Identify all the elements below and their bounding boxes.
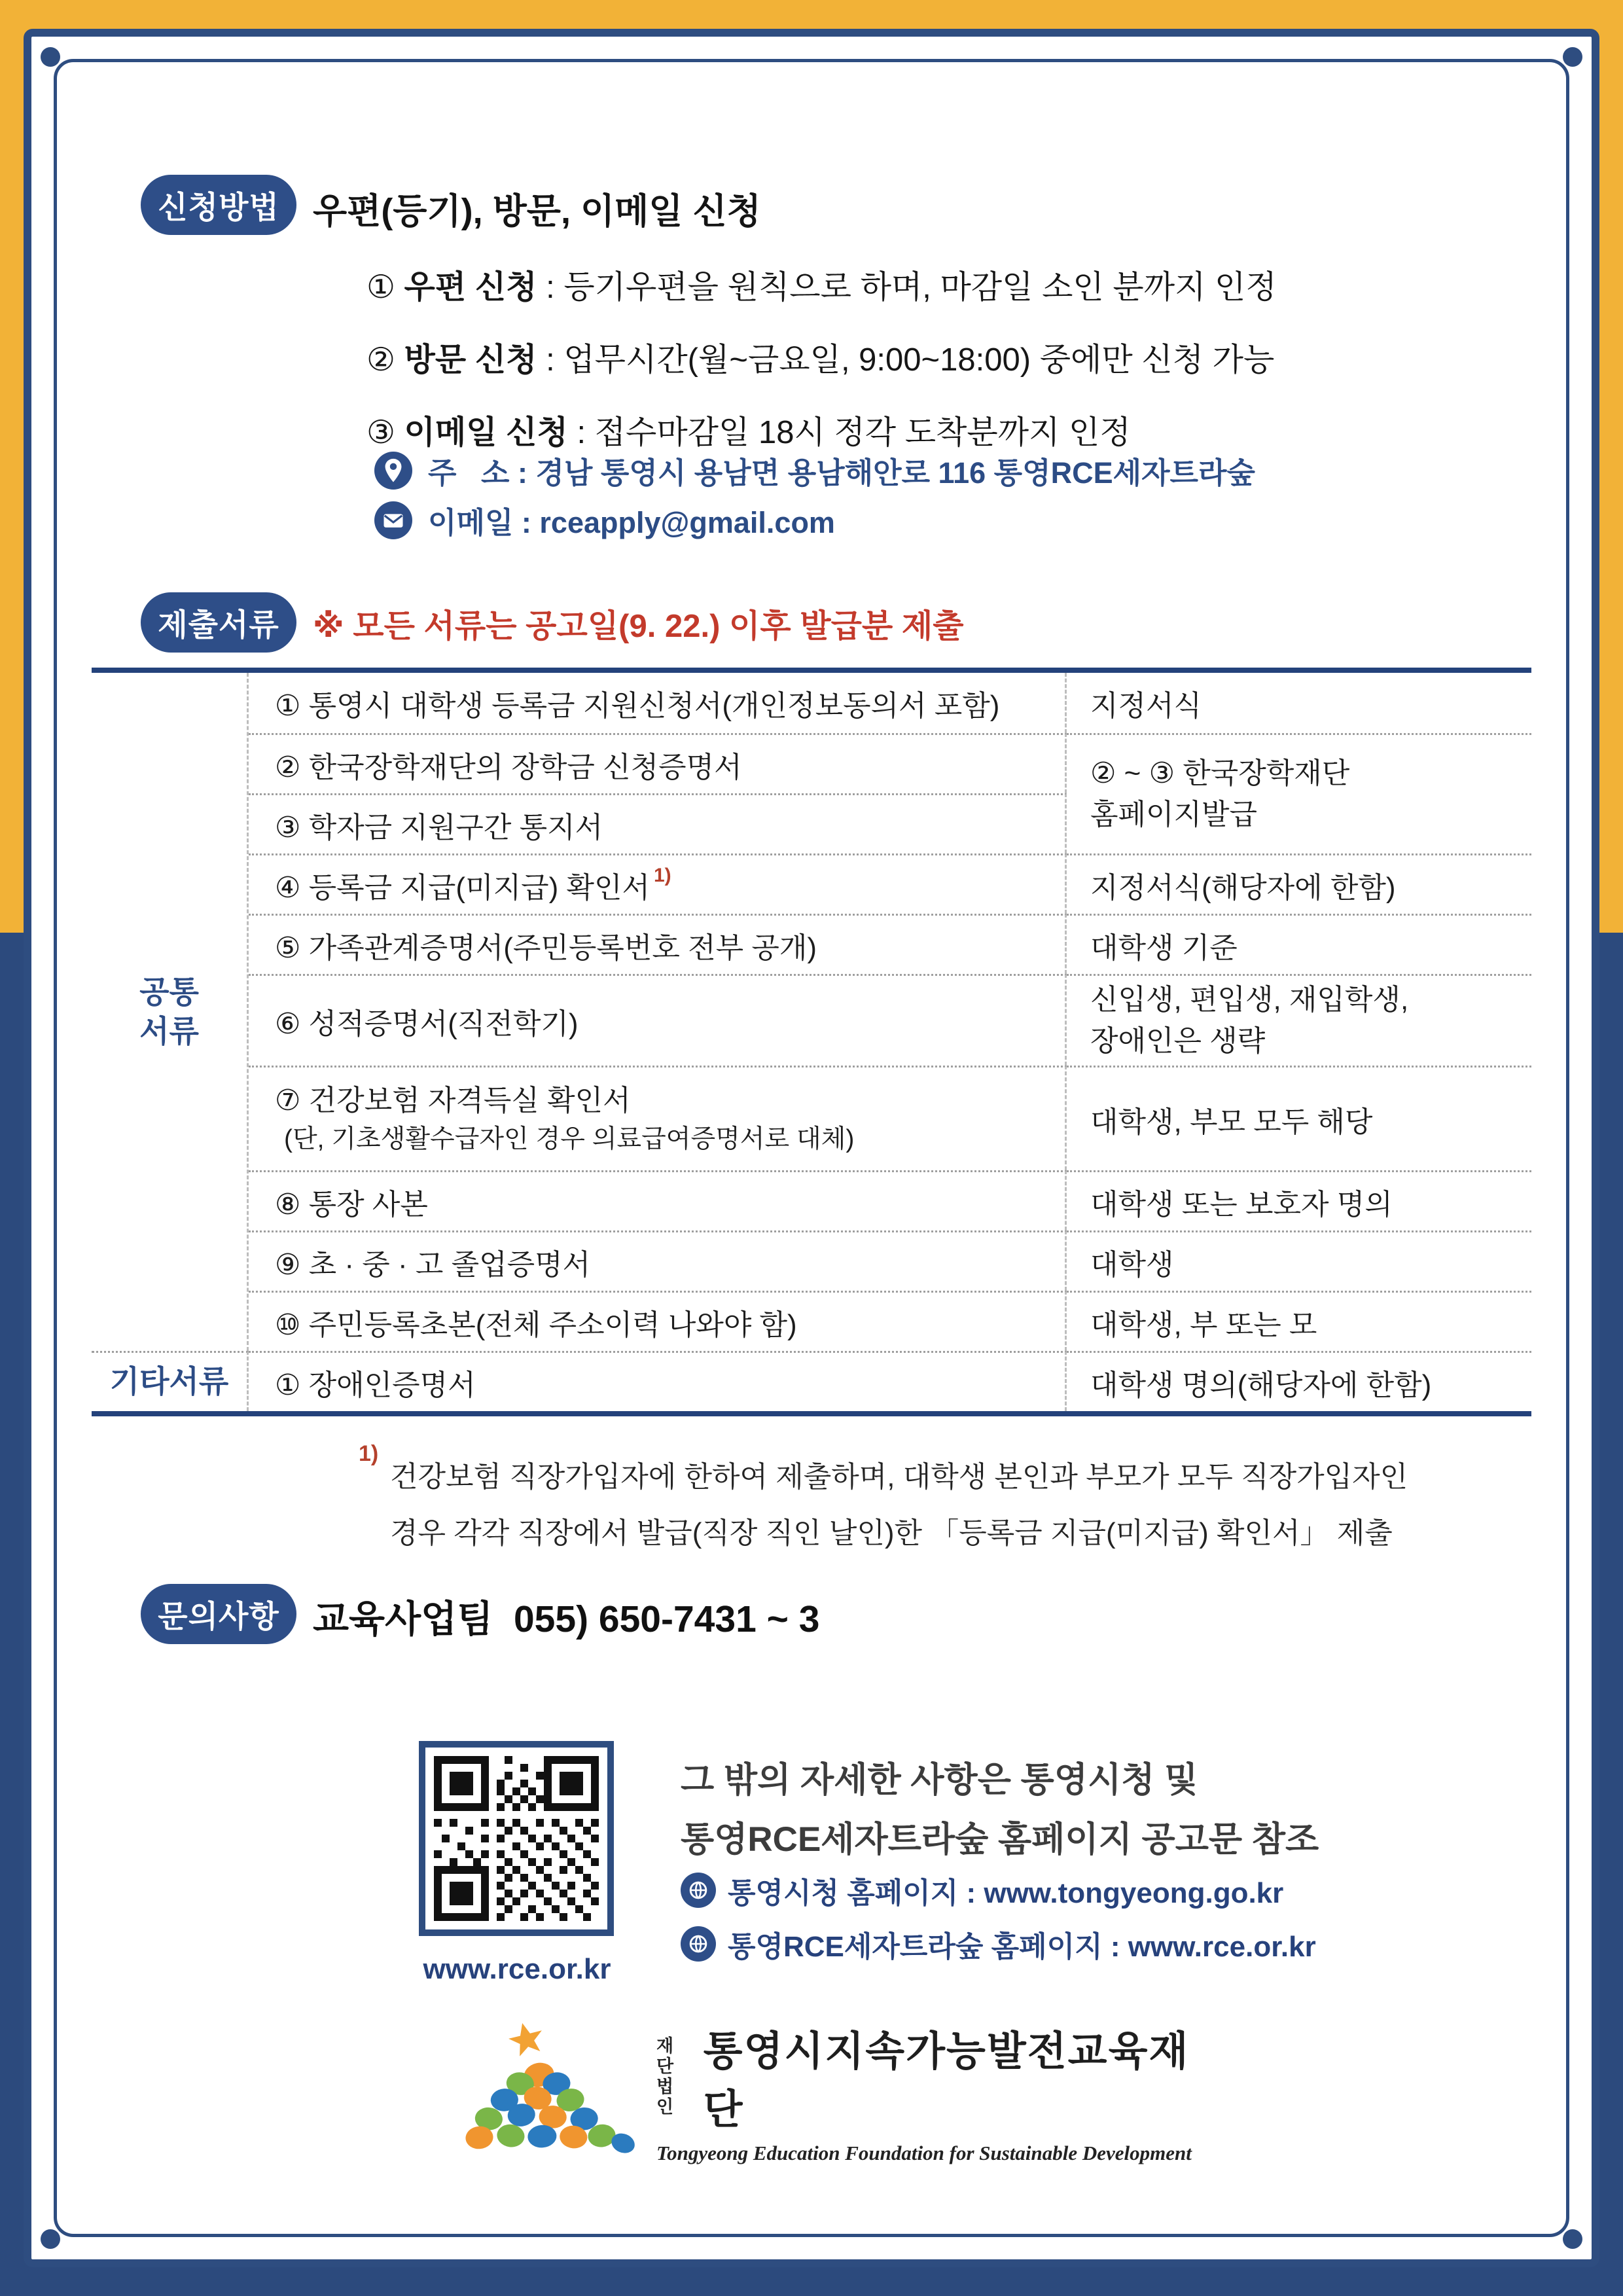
address-row [374,449,1255,492]
doc-text: ① 통영시 대학생 등록금 지원신청서(개인정보동의서 포함) [275,690,1000,722]
qr-code [419,1741,614,1936]
website-icon [681,1873,716,1908]
note-text: 대학생 [1090,1248,1174,1281]
pebble-mound [465,2060,638,2157]
qr-caption-url: www.rce.or.kr [423,1953,611,1985]
corner-dot-top-right [1563,47,1582,67]
note-text: 신입생, 편입생, 재입학생, [1090,984,1409,1016]
doc-text: ③ 학자금 지원구간 통지서 [275,811,603,844]
note-text: ② ~ ③ 한국장학재단 [1090,757,1350,790]
table-row-note [1067,1066,1531,1170]
table-row-doc [249,1170,1067,1230]
doc-text: ④ 등록금 지급(미지급) 확인서 [275,871,650,904]
note-text: 대학생 명의(해당자에 한함) [1090,1369,1432,1401]
note-text: 장애인은 생략 [1090,1024,1266,1057]
table-row-doc [249,1066,1067,1170]
item-label: 이메일 신청 [404,415,568,450]
item-label: 우편 신청 [404,270,537,305]
table-row-note [1067,1230,1531,1291]
doc-text: ② 한국장학재단의 장학금 신청증명서 [275,751,742,783]
table-row-note [1067,974,1531,1066]
doc-text: ⑥ 성적증명서(직전학기) [275,1007,579,1040]
corner-dot-top-left [41,47,60,67]
qr-pattern [434,1756,599,1921]
more-info-line2: 통영RCE세자트라숲 홈페이지 공고문 참조 [681,1820,1319,1859]
foundation-logo-mark [445,2013,639,2170]
note-text: 대학생, 부 또는 모 [1090,1308,1317,1341]
table-row-doc [249,914,1067,974]
table-row-doc [249,1230,1067,1291]
note-text: 대학생 기준 [1090,931,1238,964]
note-text: 대학생, 부모 모두 해당 [1090,1105,1373,1138]
foundation-name-en: Tongyeong Education Foundation for Sustainable Development [656,2142,1192,2164]
item-number: ③ [366,415,404,450]
corner-dot-bottom-right [1563,2229,1582,2249]
email-row [374,499,835,541]
location-pin-icon [374,452,412,490]
footnote-ref: 1) [653,865,671,886]
documents-notice: ※ 모든 서류는 공고일(9. 22.) 이후 발급분 제출 [313,609,964,644]
website-icon [681,1926,716,1962]
doc-text: ⑤ 가족관계증명서(주민등록번호 전부 공개) [275,931,817,964]
more-info-text [681,1750,1319,1869]
note-text: 지정서식(해당자에 한함) [1090,871,1396,904]
more-info-line1: 그 밖의 자세한 사항은 통영시청 및 [681,1761,1198,1799]
footnote-line1: 건강보험 직장가입자에 한하여 제출하며, 대학생 본인과 부모가 모두 직장가입자인 [390,1461,1408,1493]
homepage-link-text: 통영RCE세자트라숲 홈페이지 : www.rce.or.kr [728,1931,1316,1963]
table-row-doc [249,1351,1067,1411]
item-number: ② [366,342,404,378]
footnote [390,1449,1408,1562]
table-row-doc [249,673,1067,733]
table-group-common [92,673,249,1351]
prefix-line1: 재단 [656,2036,675,2076]
prefix-line2: 법인 [656,2077,675,2117]
footnote-marker: 1) [359,1441,379,1466]
group-common-line1: 공통 [139,974,199,1009]
doc-text: ⑩ 주민등록초본(전체 주소이력 나와야 함) [275,1308,797,1341]
doc-text: ⑨ 초 · 중 · 고 졸업증명서 [275,1248,591,1281]
note-text: 지정서식 [1090,690,1202,722]
apply-item-visit [366,334,1274,380]
item-number: ① [366,270,404,305]
table-row-note [1067,914,1531,974]
documents-table [92,668,1531,1416]
table-row-note [1067,1291,1531,1351]
apply-item-email [366,407,1131,453]
footnote-line2: 경우 각각 직장에서 발급(직장 직인 날인)한 「등록금 지급(미지급) 확인서」 제출 [390,1516,1393,1549]
foundation-name-block [656,2018,1225,2165]
item-label: 방문 신청 [404,342,537,378]
apply-method-badge: 신청방법 [141,175,296,235]
table-row-note [1067,853,1531,914]
poster-card [24,29,1599,2267]
corner-dot-bottom-left [41,2229,60,2249]
group-common-line2: 서류 [139,1014,199,1049]
table-row-note [1067,673,1531,733]
apply-item-mail [366,262,1277,308]
email-text: 이메일 : rceapply@gmail.com [428,506,835,539]
table-row-note [1067,1170,1531,1230]
homepage-link-rce [681,1923,1316,1965]
note-text: 대학생 또는 보호자 명의 [1090,1188,1393,1221]
apply-method-title: 우편(등기), 방문, 이메일 신청 [313,192,761,231]
table-row-doc [249,853,1067,914]
foundation-prefix [656,2036,693,2117]
doc-text: ⑧ 통장 사본 [275,1188,428,1221]
table-row-note [1067,1351,1531,1411]
documents-badge: 제출서류 [141,592,296,653]
table-row-doc [249,733,1067,793]
address-text: 주 소 : 경남 통영시 용남면 용남해안로 116 통영RCE세자트라숲 [428,456,1255,490]
table-row-doc [249,793,1067,853]
doc-text: ① 장애인증명서 [275,1369,476,1401]
note-text: 홈페이지발급 [1090,798,1258,831]
star-shape [506,2019,546,2058]
item-desc: : 접수마감일 18시 정각 도착분까지 인정 [567,415,1131,450]
doc-subtext: (단, 기초생활수급자인 경우 의료급여증명서로 대체) [284,1125,855,1154]
table-row-note-merged [1067,733,1531,853]
doc-text: ⑦ 건강보험 자격득실 확인서 [275,1084,631,1117]
contact-badge: 문의사항 [141,1584,296,1644]
homepage-link-tongyeong [681,1869,1283,1911]
item-desc: : 업무시간(월~금요일, 9:00~18:00) 중에만 신청 가능 [537,342,1275,378]
table-row-doc [249,974,1067,1066]
homepage-link-text: 통영시청 홈페이지 : www.tongyeong.go.kr [728,1877,1284,1909]
email-icon [374,501,412,539]
foundation-name-kr: 통영시지속가능발전교육재단 [703,2029,1190,2132]
item-desc: : 등기우편을 원칙으로 하며, 마감일 소인 분까지 인정 [537,270,1277,305]
contact-phone: 교육사업팀 055) 650-7431 ~ 3 [313,1598,820,1640]
table-row-doc [249,1291,1067,1351]
foundation-logo [445,2013,1225,2170]
table-group-other: 기타서류 [92,1351,249,1411]
